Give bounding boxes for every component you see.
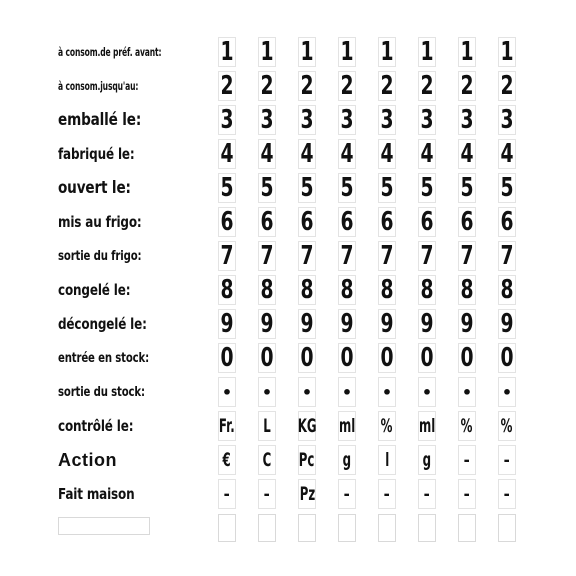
- char-glyph: %: [501, 415, 513, 437]
- character-grid: [218, 35, 516, 545]
- char-glyph: 3: [380, 105, 394, 135]
- char-cell: [298, 477, 316, 511]
- char-glyph: 4: [500, 139, 514, 169]
- label-action: Action: [58, 449, 117, 470]
- char-cell: [258, 137, 276, 171]
- char-glyph: 3: [260, 105, 274, 135]
- char-cell: [498, 239, 516, 273]
- char-cell: [378, 171, 396, 205]
- char-cell: [298, 409, 316, 443]
- label-row: [58, 375, 158, 409]
- label-made-on: fabriqué le:: [58, 145, 135, 163]
- char-glyph: 3: [340, 105, 354, 135]
- char-glyph: 4: [380, 139, 394, 169]
- char-glyph: •: [301, 382, 313, 402]
- char-glyph: %: [381, 415, 393, 437]
- char-glyph: 8: [500, 275, 514, 305]
- char-cell: [498, 273, 516, 307]
- label-opened-on: ouvert le:: [58, 178, 131, 198]
- char-cell: [218, 477, 236, 511]
- label-best-before: à consom.de préf. avant:: [58, 45, 162, 59]
- char-cell: [418, 205, 436, 239]
- char-glyph: 1: [300, 37, 314, 67]
- char-cell: [418, 477, 436, 511]
- char-glyph: 5: [300, 173, 314, 203]
- char-cell: [258, 443, 276, 477]
- char-glyph: 6: [420, 207, 434, 237]
- char-glyph: 9: [220, 309, 234, 339]
- char-cell: [418, 239, 436, 273]
- char-glyph: 6: [300, 207, 314, 237]
- char-cell: [338, 409, 356, 443]
- char-glyph: –: [224, 483, 230, 505]
- char-glyph: 5: [380, 173, 394, 203]
- char-glyph: L: [263, 415, 271, 437]
- char-cell: [258, 205, 276, 239]
- char-glyph: ml: [418, 415, 436, 437]
- char-cell: [458, 137, 476, 171]
- char-glyph: 0: [340, 343, 354, 373]
- char-glyph: g: [342, 449, 352, 471]
- char-cell: [218, 273, 236, 307]
- char-glyph: 9: [420, 309, 434, 339]
- char-cell: [378, 307, 396, 341]
- char-glyph: 7: [380, 241, 394, 271]
- char-glyph: €: [222, 449, 232, 471]
- char-glyph: 5: [260, 173, 274, 203]
- char-glyph: 4: [460, 139, 474, 169]
- label-stock-in: entrée en stock:: [58, 350, 150, 366]
- char-cell: [338, 171, 356, 205]
- char-cell: [258, 103, 276, 137]
- char-cell: [218, 171, 236, 205]
- char-glyph: 1: [460, 37, 474, 67]
- char-cell: [338, 69, 356, 103]
- char-glyph: 8: [380, 275, 394, 305]
- char-glyph: 2: [340, 71, 354, 101]
- char-glyph: 8: [340, 275, 354, 305]
- blank-label-slot: [58, 517, 150, 535]
- char-glyph: ml: [338, 415, 356, 437]
- char-glyph: •: [461, 382, 473, 402]
- char-glyph: 9: [500, 309, 514, 339]
- char-cell: [458, 205, 476, 239]
- char-cell: [378, 273, 396, 307]
- char-cell: [298, 273, 316, 307]
- char-cell: [458, 307, 476, 341]
- char-glyph: 6: [460, 207, 474, 237]
- char-cell: [418, 307, 436, 341]
- blank-char-slot: [418, 511, 436, 545]
- label-into-fridge: mis au frigo:: [58, 213, 142, 231]
- char-column: [498, 35, 516, 545]
- char-glyph: 1: [380, 37, 394, 67]
- char-cell: [218, 69, 236, 103]
- char-glyph: KG: [297, 415, 317, 437]
- char-glyph: 6: [500, 207, 514, 237]
- char-glyph: 3: [300, 105, 314, 135]
- char-glyph: 3: [500, 105, 514, 135]
- char-glyph: 2: [260, 71, 274, 101]
- char-glyph: •: [221, 382, 233, 402]
- char-cell: [338, 341, 356, 375]
- char-cell: [458, 273, 476, 307]
- char-cell: [218, 409, 236, 443]
- char-cell: [458, 341, 476, 375]
- char-cell: [338, 205, 356, 239]
- char-glyph: 9: [340, 309, 354, 339]
- char-glyph: 8: [220, 275, 234, 305]
- char-cell: [378, 443, 396, 477]
- char-cell: [298, 103, 316, 137]
- char-cell: [418, 375, 436, 409]
- char-glyph: Pc: [299, 449, 315, 471]
- char-glyph: 1: [340, 37, 354, 67]
- char-glyph: Fr.: [219, 415, 235, 437]
- char-column: [378, 35, 396, 545]
- char-glyph: 8: [300, 275, 314, 305]
- char-glyph: –: [504, 483, 510, 505]
- char-glyph: 6: [380, 207, 394, 237]
- char-cell: [458, 477, 476, 511]
- char-glyph: –: [504, 449, 510, 471]
- char-glyph: 0: [260, 343, 274, 373]
- char-cell: [498, 307, 516, 341]
- char-cell: [458, 375, 476, 409]
- char-cell: [218, 137, 236, 171]
- char-cell: [258, 273, 276, 307]
- label-row: [58, 239, 158, 273]
- char-glyph: 1: [420, 37, 434, 67]
- char-glyph: •: [501, 382, 513, 402]
- char-cell: [498, 375, 516, 409]
- char-cell: [378, 239, 396, 273]
- blank-char-slot: [298, 511, 316, 545]
- char-cell: [498, 35, 516, 69]
- char-cell: [498, 69, 516, 103]
- label-row: [58, 103, 158, 137]
- char-cell: [218, 239, 236, 273]
- label-row: [58, 35, 162, 69]
- char-glyph: 2: [300, 71, 314, 101]
- char-cell: [418, 443, 436, 477]
- char-cell: [378, 69, 396, 103]
- char-glyph: 4: [420, 139, 434, 169]
- char-cell: [498, 341, 516, 375]
- char-glyph: 4: [260, 139, 274, 169]
- char-cell: [458, 69, 476, 103]
- char-glyph: 3: [220, 105, 234, 135]
- char-cell: [418, 35, 436, 69]
- char-glyph: 3: [420, 105, 434, 135]
- char-glyph: 2: [380, 71, 394, 101]
- char-cell: [298, 137, 316, 171]
- char-glyph: 5: [340, 173, 354, 203]
- char-glyph: 7: [340, 241, 354, 271]
- char-glyph: 8: [460, 275, 474, 305]
- char-glyph: 9: [460, 309, 474, 339]
- char-cell: [498, 443, 516, 477]
- char-glyph: 2: [220, 71, 234, 101]
- char-cell: [338, 137, 356, 171]
- char-cell: [498, 103, 516, 137]
- char-cell: [378, 103, 396, 137]
- char-cell: [418, 341, 436, 375]
- char-cell: [298, 443, 316, 477]
- char-cell: [218, 205, 236, 239]
- char-cell: [258, 375, 276, 409]
- char-cell: [418, 69, 436, 103]
- char-glyph: 4: [220, 139, 234, 169]
- char-glyph: 9: [260, 309, 274, 339]
- char-cell: [418, 409, 436, 443]
- char-cell: [218, 103, 236, 137]
- char-glyph: 4: [300, 139, 314, 169]
- char-cell: [298, 239, 316, 273]
- char-glyph: –: [464, 483, 470, 505]
- char-cell: [498, 409, 516, 443]
- label-row: [58, 205, 158, 239]
- label-row: [58, 171, 158, 205]
- char-cell: [258, 477, 276, 511]
- char-glyph: 5: [460, 173, 474, 203]
- char-cell: [458, 409, 476, 443]
- char-glyph: g: [422, 449, 432, 471]
- char-cell: [218, 443, 236, 477]
- char-column: [298, 35, 316, 545]
- char-cell: [338, 443, 356, 477]
- char-glyph: 2: [420, 71, 434, 101]
- char-glyph: 0: [300, 343, 314, 373]
- blank-char-slot: [258, 511, 276, 545]
- char-glyph: 3: [460, 105, 474, 135]
- char-cell: [258, 239, 276, 273]
- blank-char-slot: [338, 511, 356, 545]
- char-glyph: 1: [500, 37, 514, 67]
- char-glyph: 4: [340, 139, 354, 169]
- label-homemade: Fait maison: [58, 485, 135, 503]
- char-cell: [378, 35, 396, 69]
- char-cell: [378, 137, 396, 171]
- char-cell: [458, 171, 476, 205]
- char-glyph: 0: [500, 343, 514, 373]
- char-cell: [378, 409, 396, 443]
- char-cell: [498, 171, 516, 205]
- char-column: [258, 35, 276, 545]
- label-checked-on: contrôlé le:: [58, 417, 134, 435]
- blank-char-slot: [458, 511, 476, 545]
- char-glyph: 7: [500, 241, 514, 271]
- char-glyph: 8: [420, 275, 434, 305]
- char-glyph: 5: [500, 173, 514, 203]
- label-row: [58, 69, 158, 103]
- char-glyph: 6: [340, 207, 354, 237]
- char-column: [458, 35, 476, 545]
- char-glyph: •: [261, 382, 273, 402]
- char-glyph: 6: [260, 207, 274, 237]
- char-glyph: Pz: [299, 483, 315, 505]
- char-glyph: •: [341, 382, 353, 402]
- label-thawed-on: décongelé le:: [58, 315, 147, 333]
- char-glyph: –: [344, 483, 350, 505]
- label-row: [58, 443, 158, 477]
- label-frozen-on: congelé le:: [58, 281, 131, 299]
- char-glyph: –: [264, 483, 270, 505]
- char-glyph: C: [262, 449, 272, 471]
- char-cell: [298, 171, 316, 205]
- char-cell: [258, 341, 276, 375]
- char-glyph: –: [464, 449, 470, 471]
- label-column: [58, 35, 162, 511]
- char-cell: [338, 307, 356, 341]
- char-cell: [258, 69, 276, 103]
- char-glyph: 5: [420, 173, 434, 203]
- char-cell: [298, 69, 316, 103]
- char-glyph: 2: [460, 71, 474, 101]
- char-cell: [258, 35, 276, 69]
- char-cell: [298, 35, 316, 69]
- char-glyph: 0: [380, 343, 394, 373]
- char-glyph: 7: [300, 241, 314, 271]
- label-stock-out: sortie du stock:: [58, 384, 145, 400]
- char-cell: [458, 443, 476, 477]
- char-glyph: •: [421, 382, 433, 402]
- char-cell: [338, 35, 356, 69]
- char-cell: [338, 375, 356, 409]
- char-cell: [298, 341, 316, 375]
- char-cell: [298, 205, 316, 239]
- char-glyph: 6: [220, 207, 234, 237]
- char-cell: [458, 35, 476, 69]
- char-glyph: 0: [420, 343, 434, 373]
- blank-char-slot: [378, 511, 396, 545]
- char-cell: [258, 409, 276, 443]
- char-cell: [258, 171, 276, 205]
- char-cell: [418, 171, 436, 205]
- char-column: [338, 35, 356, 545]
- char-cell: [378, 205, 396, 239]
- label-row: [58, 477, 158, 511]
- char-cell: [458, 103, 476, 137]
- char-glyph: 7: [460, 241, 474, 271]
- char-glyph: 1: [260, 37, 274, 67]
- char-cell: [418, 273, 436, 307]
- char-cell: [378, 341, 396, 375]
- char-cell: [218, 307, 236, 341]
- char-glyph: 7: [220, 241, 234, 271]
- char-glyph: 8: [260, 275, 274, 305]
- char-glyph: l: [384, 449, 390, 471]
- char-glyph: –: [384, 483, 390, 505]
- label-use-by: à consom.jusqu'au:: [58, 79, 139, 93]
- char-cell: [338, 103, 356, 137]
- char-cell: [218, 375, 236, 409]
- char-glyph: •: [381, 382, 393, 402]
- label-row: [58, 341, 158, 375]
- char-glyph: 0: [220, 343, 234, 373]
- char-cell: [338, 239, 356, 273]
- label-row: [58, 409, 158, 443]
- char-cell: [218, 35, 236, 69]
- char-glyph: 2: [500, 71, 514, 101]
- char-cell: [218, 341, 236, 375]
- char-column: [218, 35, 236, 545]
- char-glyph: 5: [220, 173, 234, 203]
- char-glyph: –: [424, 483, 430, 505]
- char-cell: [418, 103, 436, 137]
- label-packed-on: emballé le:: [58, 110, 142, 130]
- char-cell: [298, 307, 316, 341]
- char-cell: [338, 477, 356, 511]
- char-cell: [498, 137, 516, 171]
- label-row: [58, 137, 158, 171]
- char-cell: [458, 239, 476, 273]
- char-cell: [498, 477, 516, 511]
- char-glyph: 0: [460, 343, 474, 373]
- char-glyph: 9: [380, 309, 394, 339]
- char-glyph: 9: [300, 309, 314, 339]
- blank-char-slot: [498, 511, 516, 545]
- char-glyph: 1: [220, 37, 234, 67]
- char-glyph: %: [461, 415, 473, 437]
- label-row: [58, 273, 158, 307]
- char-cell: [378, 477, 396, 511]
- char-cell: [418, 137, 436, 171]
- blank-char-slot: [218, 511, 236, 545]
- char-cell: [498, 205, 516, 239]
- char-cell: [338, 273, 356, 307]
- char-column: [418, 35, 436, 545]
- char-cell: [258, 307, 276, 341]
- char-cell: [378, 375, 396, 409]
- char-glyph: 7: [260, 241, 274, 271]
- char-glyph: 7: [420, 241, 434, 271]
- char-cell: [298, 375, 316, 409]
- label-row: [58, 307, 158, 341]
- label-out-of-fridge: sortie du frigo:: [58, 248, 142, 264]
